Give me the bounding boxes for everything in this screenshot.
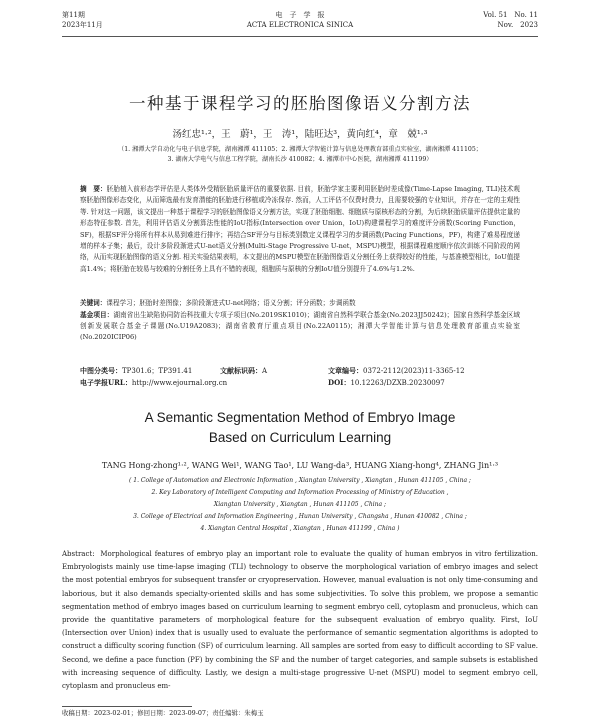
clc-value: TP301.6；TP391.41	[122, 367, 193, 375]
authors-cn: 汤红忠¹·²，王 蔚¹，王 涛¹，陆旺达³，黄向红⁴，章 兢¹·³	[172, 129, 428, 140]
affiliation-en-line: Xiangtan University , Xiangtan , Hunan 411105 , China ;	[213, 501, 387, 508]
authors-en: TANG Hong-zhong¹·², WANG Wei¹, WANG Tao¹, LU Wang-da³, HUANG Xiang-hong⁴, ZHANG Jin¹·³	[101, 461, 499, 470]
issue-cn: 第11期	[62, 11, 85, 19]
title-en-line: A Semantic Segmentation Method of Embryo Image	[144, 410, 456, 425]
affiliation-cn-line: 3. 湖南大学电气与信息工程学院，湖南长沙 410082；4. 湘潭市中心医院，湖南湘潭 411199）	[167, 156, 433, 163]
classification-row	[80, 366, 520, 378]
url-label: 电子学报URL：	[80, 378, 132, 387]
funding-cn	[80, 310, 520, 344]
received-date-footnote: 收稿日期：2023-02-01；修回日期：2023-09-07；责任编辑：朱梅玉	[62, 709, 264, 717]
funding-cn-text: 湖南省出生缺陷协同防治科技重大专项子项目(No.2019SK1010)；湖南省自然科学联合基金(No.2023JJ50242)；国家自然科学基金区域创新发展联合基金子课题(No.U19A2083)；湖南省教育厅重点项目(No.22A0115)；湘潭大学智能计算与信息处理教育部重点实验室(No.2020ICIP06)	[80, 311, 521, 342]
date-cn: 2023年11月	[62, 21, 103, 29]
footnote-rule	[62, 706, 192, 707]
journal-url-link[interactable]: http://www.ejournal.org.cn	[131, 379, 228, 387]
journal-en: ACTA ELECTRONICA SINICA	[246, 21, 354, 29]
clc-label: 中图分类号：	[80, 366, 122, 375]
doc-code-value: A	[262, 367, 268, 375]
article-no-label: 文章编号：	[328, 366, 363, 375]
funding-cn-label: 基金项目：	[80, 311, 114, 319]
date-en: Nov. 2023	[497, 21, 538, 29]
title-en-line: Based on Curriculum Learning	[208, 430, 392, 445]
abstract-en-label: Abstract:	[62, 550, 95, 558]
running-header	[62, 10, 538, 40]
keywords-cn-text: 课程学习；胚胎时差图像；多阶段渐进式U-net网络；语义分割；评分函数；步调函数	[106, 299, 356, 307]
affiliation-en-line: 3. College of Electrical and Information Engineering , Hunan University , Changsha , Hunan 410082 , China ;	[133, 513, 467, 520]
title-cn: 一种基于课程学习的胚胎图像语义分割方法	[129, 94, 471, 113]
affiliation-en-line: ( 1. College of Automation and Electronic Information , Xiangtan University , Xiangtan , Hunan 411105 , China ;	[129, 477, 471, 484]
url-doi-row	[80, 378, 520, 390]
affiliation-en-line: 4. Xiangtan Central Hospital , Xiangtan , Hunan 411199 , China )	[200, 525, 400, 532]
abstract-cn	[80, 184, 520, 275]
header-rule	[62, 36, 538, 37]
title-en	[0, 408, 600, 448]
doc-code-label: 文献标识码：	[220, 366, 262, 375]
article-no-value: 0372-2112(2023)11-3365-12	[363, 367, 465, 375]
affiliation-cn-line: （1. 湘潭大学自动化与电子信息学院，湖南湘潭 411105；2. 湘潭大学智能计算与信息处理教育部重点实验室，湖南湘潭 411105；	[118, 146, 482, 153]
doi-label: DOI：	[328, 378, 351, 387]
abstract-en-text: Morphological features of embryo play an important role to evaluate the quality of human embryos in vitro fertilization. Embryologists mainly use time-lapse imaging (TLI) technology to observe the morphological variation of embryo images and select the most potential embryos for subsequent transfer or cryopreservation. However, manual evaluation is not only time-consuming and laborious, but it also demands specialty-oriented skills and has some subjectivities. To solve this problem, we propose a semantic segmentation method of embryo images based on curriculum learning to segment embryo cell, cytoplasm and pronucleus, which can provide the quantitative parameters of morphological feature for the subsequent evaluation of embryo quality. First, IoU (Intersection over Union) index that is usually used to evaluate the performance of semantic segmentation algorithms is adopted to construct a difficulty scoring function (SF) of curriculum learning. All samples are sorted from easy to difficult according to SF value. Second, we define a pace function (PF) by combining the SF and the number of target categories, and sample subsets is established with increasing sequence of difficulty. Lastly, we design a multi-stage progressive U-net (MSPU) model to segment embryo cell, cytoplasm and pronucleus em-	[62, 550, 538, 691]
journal-cn: 电 子 学 报	[275, 11, 325, 19]
volume: Vol. 51 No. 11	[483, 11, 538, 19]
abstract-cn-text: 胚胎植入前形态学评估是人类体外受精胚胎质量评估的重要依据. 目前，胚胎学家主要利用胚胎时差成像(Time-Lapse Imaging, TLI)技术观察胚胎图像形态变化，从而筛选最有发育潜能的胚胎进行移植或冷冻保存. 然而，人工评估不仅费时费力，且需要较强的专业知识，并存在一定的主观性等. 针对这一问题，该文提出一种基于课程学习的胚胎图像语义分割方法，实现了胚胎细胞、细胞质与原核形态的分割，为后续胚胎质量评估提供定量的形态特征参数. 首先，利用评估语义分割算法性能的IoU指标(Intersection over Union，IoU)构建课程学习的难度评分函数(Scoring Function，SF)，根据SF评分将所有样本从易到难进行排序；再结合SF评分与目标类别数定义课程学习的步调函数(Pacing Functions，PF)，构建了难易程度递增的样本子集；最后，设计多阶段渐进式U-net语义分割(Multi-Stage Progressive U-net，MSPU)模型，根据课程难度顺序依次训练不同阶段的网络，从而实现胚胎图像的语义分割. 相关实验结果表明，本文提出的MSPU模型在胚胎图像语义分割任务上获得较好的性能，与基准模型相比，IoU值提高1.4%；将胚胎在较易与较难的分割任务上具有不错的表现，细胞质与原核的分割IoU值分别提升了4.6%与1.2%.	[80, 185, 521, 273]
abstract-en	[62, 548, 538, 693]
abstract-cn-label: 摘 要：	[80, 185, 107, 193]
doi-link[interactable]: 10.12263/DZXB.20230097	[350, 379, 445, 387]
affiliation-en-line: 2. Key Laboratory of Intelligent Computing and Information Processing of Ministry of Education ,	[151, 489, 449, 496]
header-right	[483, 10, 538, 30]
header-center	[62, 10, 538, 30]
keywords-cn	[80, 298, 520, 309]
keywords-cn-label: 关键词：	[80, 299, 107, 307]
